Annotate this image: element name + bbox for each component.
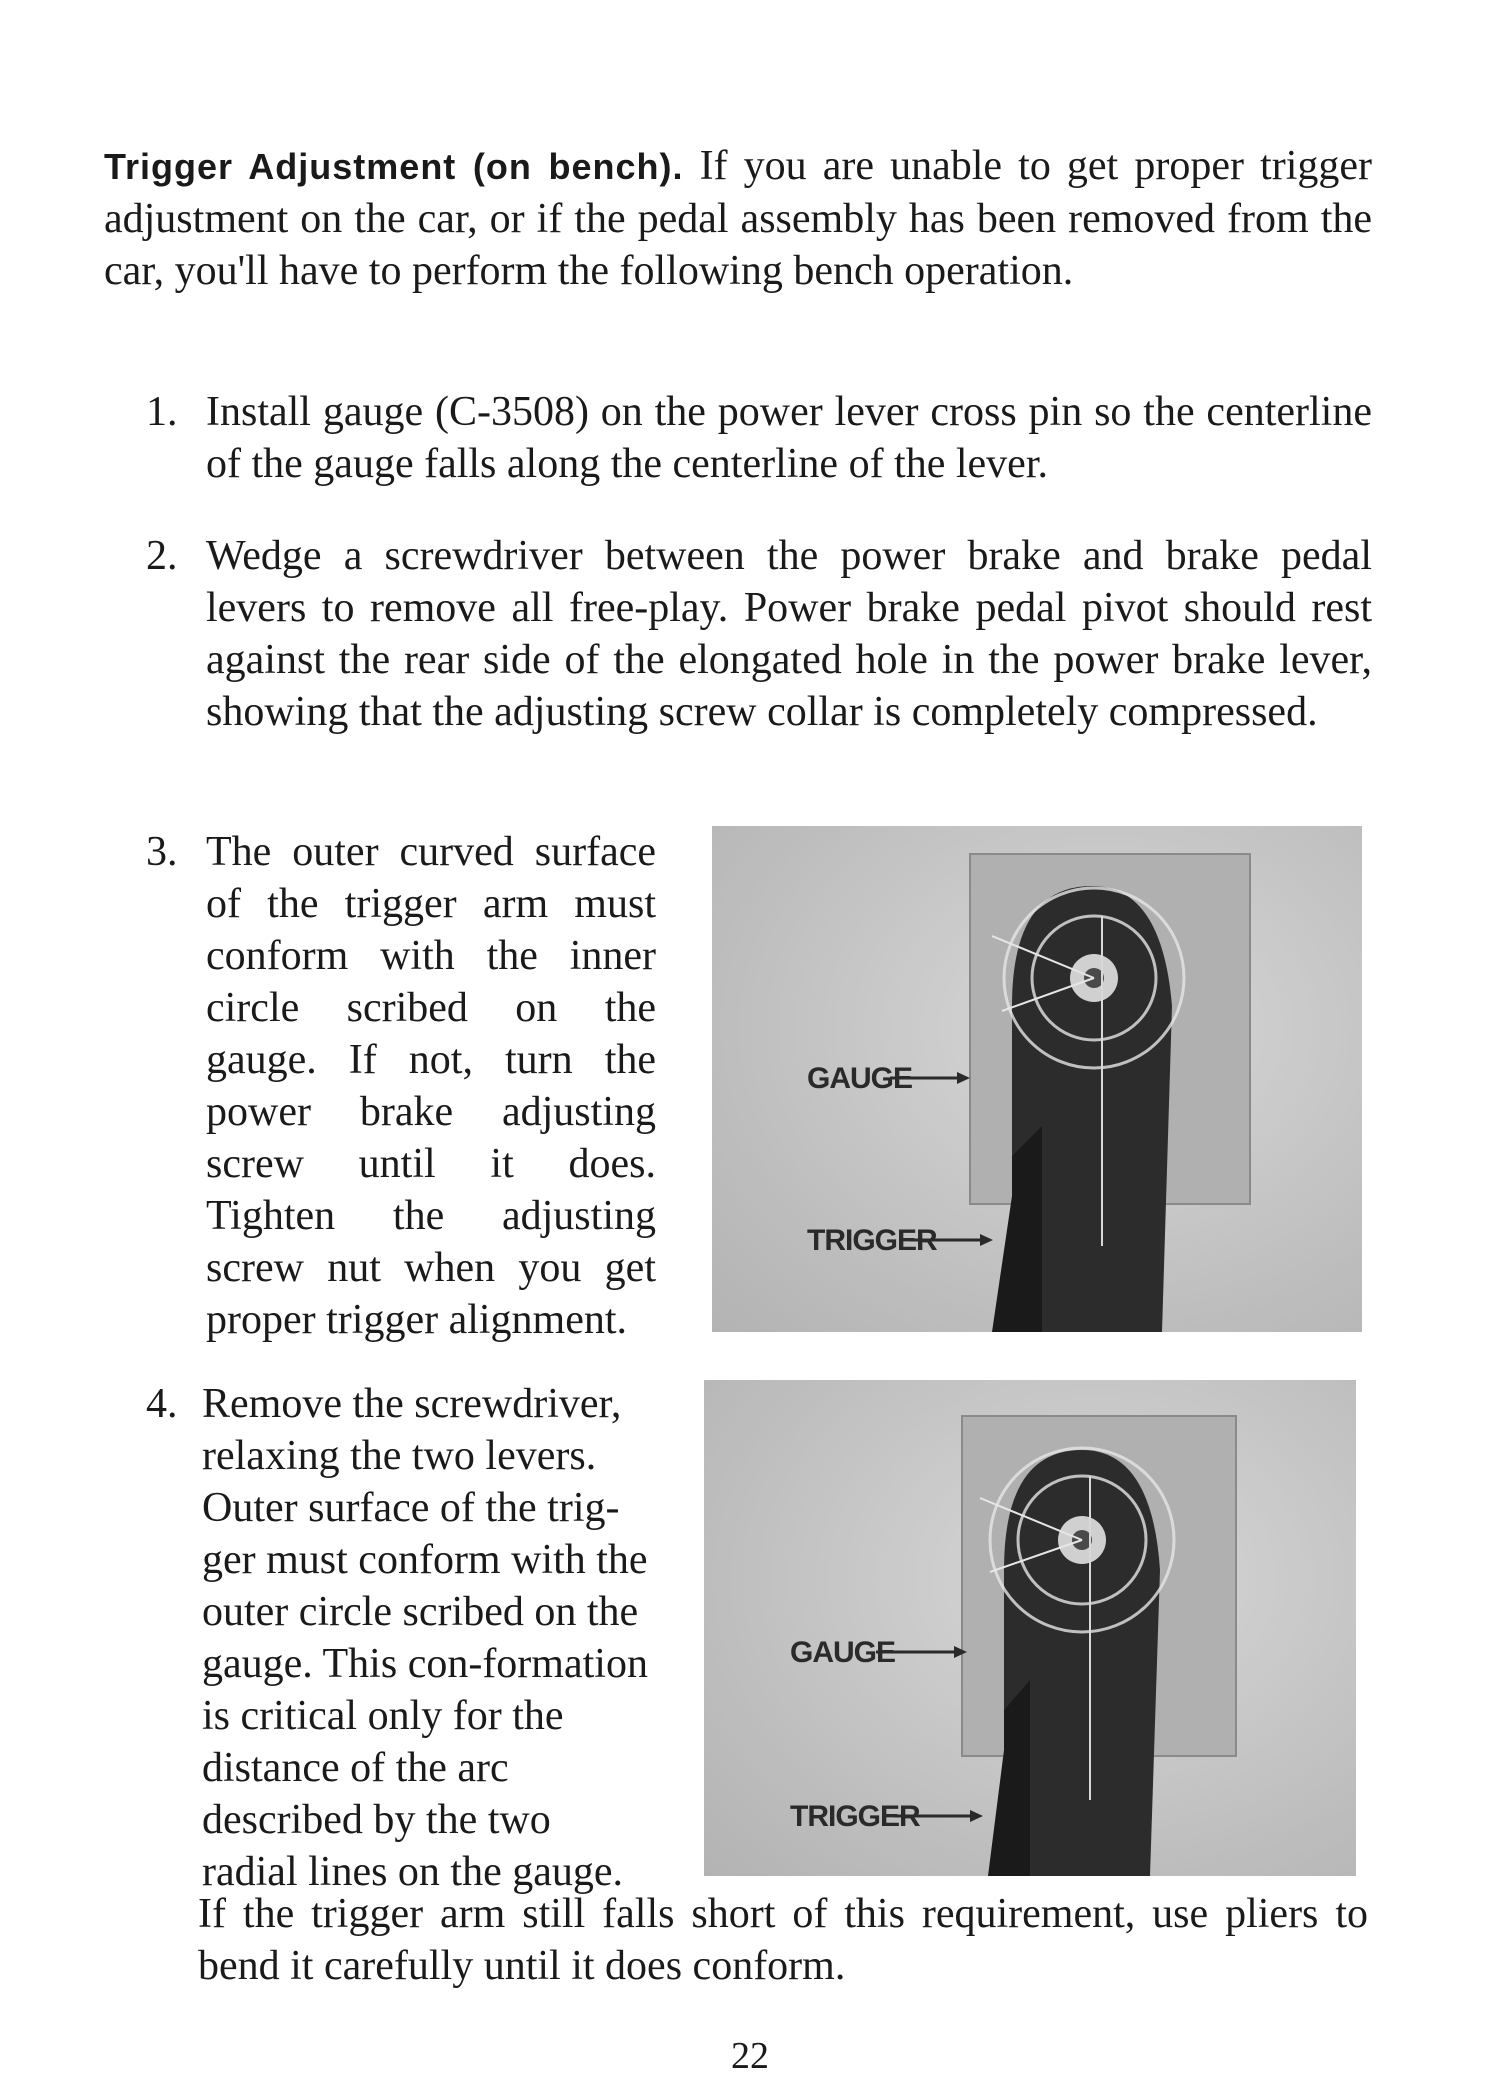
step-number: 1. [146, 389, 178, 435]
gauge-label: GAUGE [790, 1636, 896, 1669]
section-heading: Trigger Adjustment (on bench). [104, 146, 684, 187]
step-number: 2. [146, 533, 178, 579]
closing-paragraph: If the trigger arm still falls short of this requirement, use pliers to bend it carefully until it does conform. [198, 1891, 1368, 1989]
step-3 [146, 826, 656, 1346]
step-2 [146, 530, 1372, 790]
step-text: Install gauge (C-3508) on the power lever cross pin so the centerline of the gauge falls along the centerline of the lever. [206, 389, 1372, 487]
gauge-label: GAUGE [807, 1062, 913, 1095]
trigger-label: TRIGGER [790, 1800, 920, 1833]
arrow-icon [980, 1234, 993, 1246]
step-number: 3. [146, 829, 178, 875]
step-text: The outer curved surface of the trigger arm must conform with the inner circle scribed on the gauge. If not, turn the power brake adjusting screw until it does. Tighten the adjusting screw nut when you get proper trigger alignment. [206, 829, 656, 1343]
arrow-icon [957, 1072, 970, 1084]
intro-body: If you are unable to get proper trigger adjustment on the car, or if the pedal assembly has been removed from the car, you'll have to perform the following bench operation. [104, 143, 1372, 294]
gauge-photo-illustration [712, 826, 1362, 1332]
step-text: Wedge a screwdriver between the power brake and brake pedal levers to remove all free-play. Power brake pedal pivot should rest against the rear side of the elongated hole in the power brake lever, showing that the adjusting screw collar is completely compressed. [206, 533, 1372, 735]
gauge-photo-inner-circle [712, 826, 1362, 1332]
trigger-label: TRIGGER [807, 1224, 937, 1257]
gauge-photo-illustration [704, 1380, 1356, 1876]
step-4 [146, 1378, 656, 1895]
step-text: Remove the screwdriver, relaxing the two levers. Outer surface of the trig-ger must conform with the outer circle scribed on the gauge. This con-formation is critical only for the distance of the arc described by the two radial lines on the gauge. [202, 1381, 648, 1895]
step-1 [146, 386, 1372, 496]
intro-paragraph [104, 140, 1372, 297]
page-number: 22 [731, 2035, 769, 2077]
gauge-photo-outer-circle [704, 1380, 1356, 1876]
step-number: 4. [146, 1381, 178, 1427]
arrow-icon [970, 1810, 983, 1822]
